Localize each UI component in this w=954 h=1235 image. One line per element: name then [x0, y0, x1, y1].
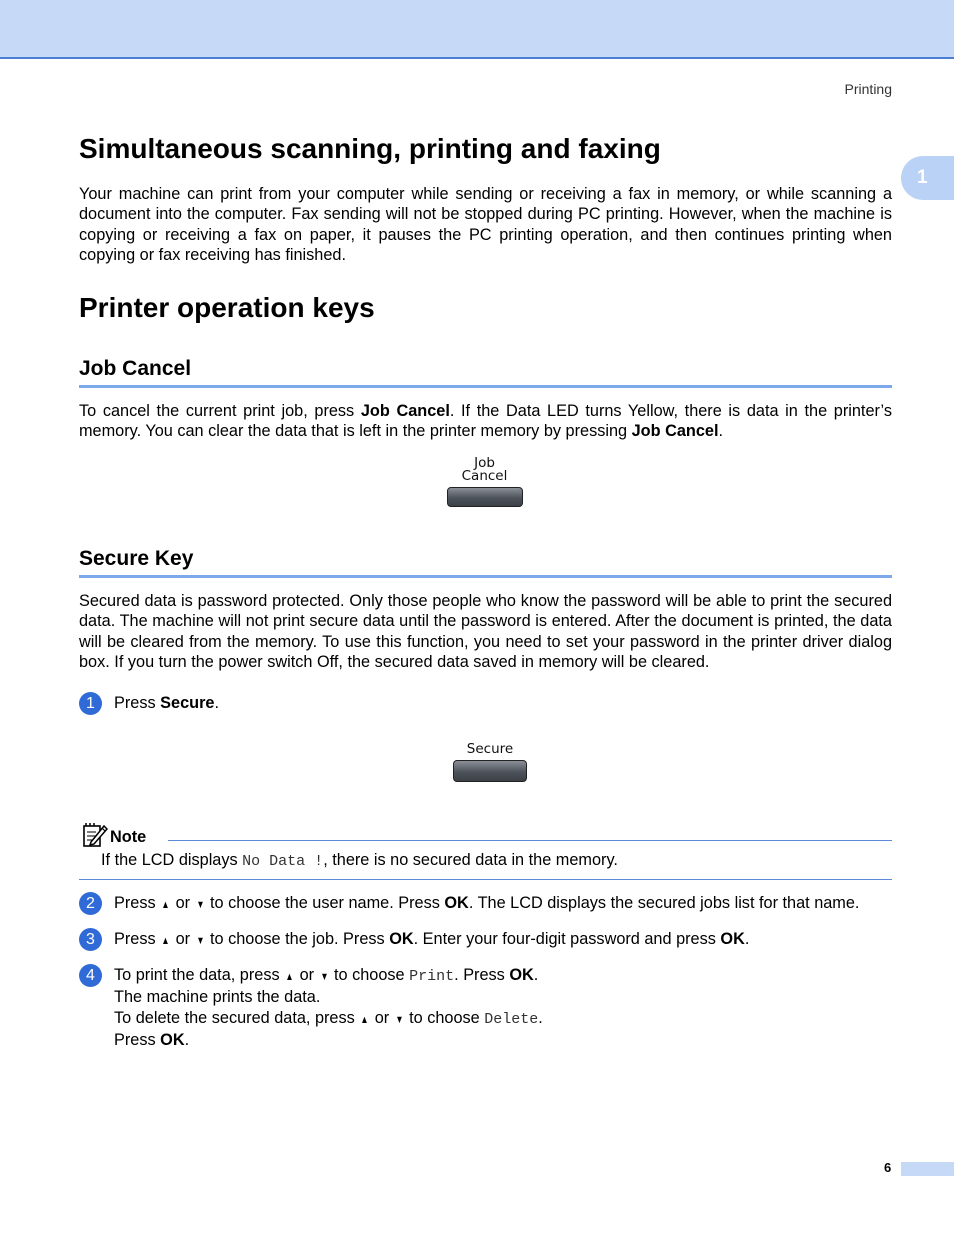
subheading-job-cancel: Job Cancel	[79, 357, 892, 388]
note-header	[79, 822, 892, 848]
lcd-message: No Data !	[242, 853, 324, 870]
up-arrow-icon: ▲	[161, 935, 170, 947]
text-run: . If the Data LED turns Yellow, there is data in the printer’s memory. You can clear the data that is left in the printer memory by pressing	[79, 402, 892, 441]
key-name: OK	[389, 930, 414, 948]
text-run: to choose the job. Press	[205, 930, 390, 948]
step-line: The machine prints the data.	[114, 988, 321, 1007]
step-number-badge: 2	[79, 892, 102, 915]
text-run: If the LCD displays	[101, 851, 243, 869]
down-arrow-icon: ▼	[195, 899, 205, 911]
page-number: 6	[884, 1160, 892, 1175]
text-run: to choose the user name. Press	[205, 894, 445, 912]
up-arrow-icon: ▲	[161, 899, 170, 911]
note-pencil-icon	[82, 822, 108, 848]
text-run: . Enter your four-digit password and press	[413, 930, 721, 948]
job-cancel-key-label: Job Cancel	[461, 455, 508, 484]
text-run: .	[538, 1008, 543, 1027]
text-run: .	[718, 422, 724, 441]
note-divider	[168, 840, 892, 841]
key-name: Job Cancel	[360, 402, 450, 420]
text-run: .	[744, 930, 750, 948]
text-run: .	[533, 966, 539, 984]
text-run: or	[171, 894, 195, 912]
up-arrow-icon: ▲	[360, 1013, 369, 1026]
text-run: Press	[114, 894, 161, 912]
section-title-printer-keys: Printer operation keys	[79, 292, 375, 323]
text-run: or	[295, 966, 319, 984]
secure-key-illustration	[452, 743, 528, 782]
section-title-simultaneous: Simultaneous scanning, printing and faxing	[79, 133, 661, 164]
job-cancel-key-button	[447, 487, 523, 507]
text-run: To delete the secured data, press	[114, 1008, 360, 1027]
text-run: to choose	[329, 966, 410, 984]
step-text	[114, 893, 859, 915]
text-run: Press	[114, 694, 161, 712]
key-name: OK	[720, 930, 745, 948]
text-run: .	[214, 694, 219, 712]
up-arrow-icon: ▲	[285, 971, 294, 983]
lcd-option-print: Print	[409, 968, 455, 985]
secure-key-label: Secure	[466, 741, 514, 757]
step-text	[114, 929, 749, 951]
down-arrow-icon: ▼	[319, 971, 329, 983]
note-text	[101, 850, 618, 872]
text-run: or	[171, 930, 195, 948]
step-text	[114, 965, 543, 1051]
header-band	[0, 0, 954, 59]
step-number-badge: 4	[79, 964, 102, 987]
secure-key-body: Secured data is password protected. Only those people who know the password will be able to print the secured data. The machine will not print secure data until the password is entered. After the document is printed, the data will be cleared from the memory. To use this function, you need to set your password in the printer driver dialog box. If you turn the power switch Off, the secured data saved in memory will be cleared.	[79, 592, 892, 672]
key-name: OK	[509, 966, 534, 984]
text-run: . Press	[454, 966, 510, 984]
secure-key-button	[453, 760, 527, 782]
subheading-secure-key: Secure Key	[79, 547, 892, 578]
step-number-badge: 1	[79, 692, 102, 715]
text-run: Press	[114, 930, 161, 948]
step-line	[114, 1008, 543, 1030]
note-title: Note	[110, 828, 147, 846]
note-bottom-divider	[79, 879, 892, 880]
key-name: OK	[444, 894, 469, 912]
footer-band	[901, 1162, 954, 1176]
lcd-option-delete: Delete	[484, 1010, 539, 1028]
text-run: To print the data, press	[114, 966, 285, 984]
chapter-tab: 1	[901, 156, 954, 200]
step-line	[114, 965, 543, 987]
job-cancel-body	[79, 401, 892, 442]
down-arrow-icon: ▼	[395, 1013, 404, 1026]
running-header: Printing	[844, 81, 892, 97]
job-cancel-key-illustration	[446, 457, 523, 507]
text-run: , there is no secured data in the memory.	[323, 851, 618, 869]
text-run: or	[370, 1008, 394, 1027]
step-line	[114, 1030, 543, 1050]
key-name: Secure	[160, 694, 215, 712]
key-name: Job Cancel	[631, 422, 719, 441]
text-run: . The LCD displays the secured jobs list for that name.	[468, 894, 860, 912]
down-arrow-icon: ▼	[195, 935, 205, 947]
text-run: Press	[114, 1031, 161, 1050]
step-text	[114, 693, 219, 713]
text-run: To cancel the current print job, press	[79, 402, 361, 420]
step-number-badge: 3	[79, 928, 102, 951]
section-body-simultaneous: Your machine can print from your computer while sending or receiving a fax in memory, or while scanning a document into the computer. Fax sending will not be stopped during PC printing. However, when the machine is copying or receiving a fax on paper, it pauses the PC printing operation, and then continues printing when copying or fax receiving has finished.	[79, 185, 892, 265]
text-run: .	[184, 1031, 190, 1050]
key-name: OK	[160, 1031, 185, 1050]
text-run: to choose	[404, 1008, 485, 1027]
